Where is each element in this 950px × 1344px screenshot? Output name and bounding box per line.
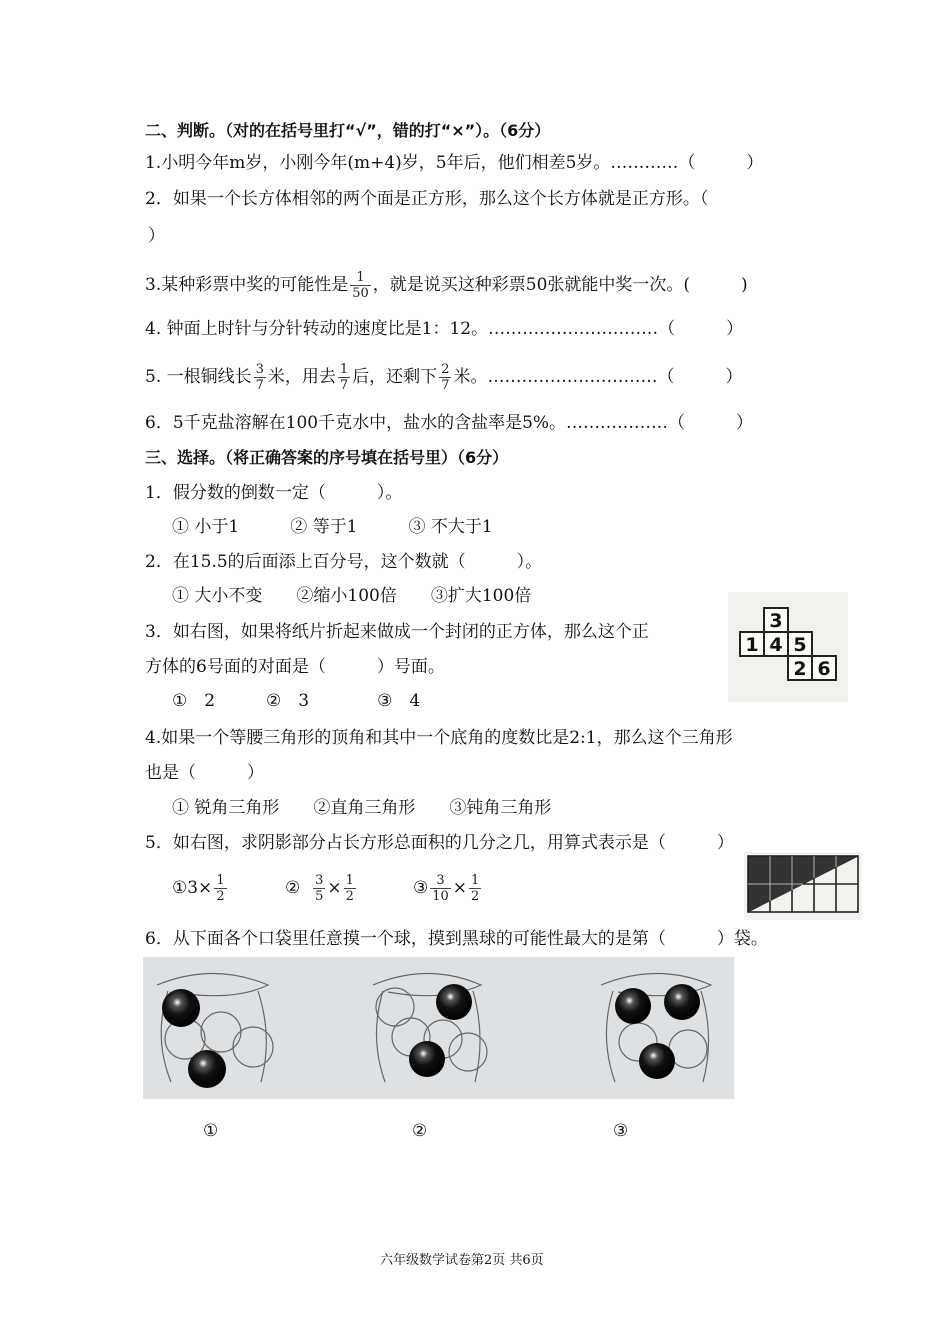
section3-heading: 三、选择。（将正确答案的序号填在括号里）（6分）	[145, 448, 509, 467]
fraction: $\frac{2}{7}$	[441, 362, 450, 393]
judge-q4: 4. 钟面上时针与分针转动的速度比是1：12。…………………………（ ）	[145, 319, 744, 339]
choice-q2-options: ① 大小不变 ②缩小100倍 ③扩大100倍	[172, 586, 532, 606]
choice-q4-options: ① 锐角三角形 ②直角三角形 ③钝角三角形	[172, 798, 552, 818]
section2-heading: 二、判断。（对的在括号里打“√”，错的打“×”）。（6分）	[145, 121, 551, 140]
choice-q4-cont: 也是（ ）	[145, 763, 264, 783]
fraction: $\frac{1}{2}$	[216, 873, 225, 904]
fraction: $\frac{3}{5}$	[315, 873, 324, 904]
judge-q2: 2．如果一个长方体相邻的两个面是正方形，那么这个长方体就是正方形。（	[145, 189, 709, 209]
shaded-rectangle-figure	[744, 852, 862, 920]
ball-bags-picture	[143, 957, 734, 1099]
bag-label: ①	[203, 1121, 219, 1141]
fraction: $\frac{1}{50}$	[352, 270, 369, 301]
net-face-label: 4	[769, 634, 783, 656]
choice-q2: 2．在15.5的后面添上百分号，这个数就（ ）。	[145, 552, 543, 572]
net-face-label: 5	[793, 634, 807, 656]
fraction: $\frac{3}{7}$	[255, 362, 264, 393]
choice-q5-option3: ③ $\frac{3}{10}$ × $\frac{1}{2}$	[413, 873, 480, 904]
judge-q1: 1.小明今年m岁，小刚今年(m+4)岁，5年后，他们相差5岁。…………（ ）	[145, 153, 764, 173]
bag-label: ③	[613, 1121, 629, 1141]
fraction: $\frac{1}{2}$	[471, 873, 480, 904]
cube-net-figure	[728, 592, 848, 702]
fraction: $\frac{3}{10}$	[432, 873, 449, 904]
choice-q6: 6．从下面各个口袋里任意摸一个球，摸到黑球的可能性最大的是第（ ）袋。	[145, 929, 768, 949]
judge-q6: 6．5千克盐溶解在100千克水中，盐水的含盐率是5%。………………（ ）	[145, 413, 754, 433]
choice-q5-option1: ①3× $\frac{1}{2}$	[172, 873, 225, 904]
choice-q3: 3．如右图，如果将纸片折起来做成一个封闭的正方体，那么这个正	[145, 622, 649, 642]
net-face-label: 2	[793, 658, 807, 680]
choice-q3-options: ① 2 ② 3 ③ 4	[172, 691, 421, 711]
choice-q1-options: ① 小于1 ② 等于1 ③ 不大于1	[172, 517, 493, 537]
choice-q3-cont: 方体的6号面的对面是（ ）号面。	[145, 657, 445, 677]
choice-q5-option2: ② $\frac{3}{5}$ × $\frac{1}{2}$	[285, 873, 354, 904]
judge-q5: 5. 一根铜线长 $\frac{3}{7}$ 米，用去 $\frac{1}{7}$ 后，还剩下 $\frac{2}{7}$ 米。…………………………（ ）	[145, 362, 743, 393]
net-face-label: 1	[745, 634, 759, 656]
judge-q3: 3.某种彩票中奖的可能性是 $\frac{1}{50}$ ，就是说买这种彩票50张就能中奖一次。( )	[145, 270, 748, 301]
net-face-label: 3	[769, 610, 783, 632]
net-face-label: 6	[817, 658, 831, 680]
judge-q2-cont: ）	[148, 226, 165, 246]
fraction: $\frac{1}{7}$	[339, 362, 349, 393]
choice-q4: 4.如果一个等腰三角形的顶角和其中一个底角的度数比是2:1，那么这个三角形	[145, 728, 733, 748]
choice-q5: 5．如右图，求阴影部分占长方形总面积的几分之几，用算式表示是（ ）	[145, 833, 734, 853]
bag-label: ②	[412, 1121, 428, 1141]
choice-q1: 1．假分数的倒数一定（ ）。	[145, 483, 403, 503]
fraction: $\frac{1}{2}$	[345, 873, 354, 904]
page-footer: 六年级数学试卷第2页 共6页	[380, 1253, 544, 1268]
